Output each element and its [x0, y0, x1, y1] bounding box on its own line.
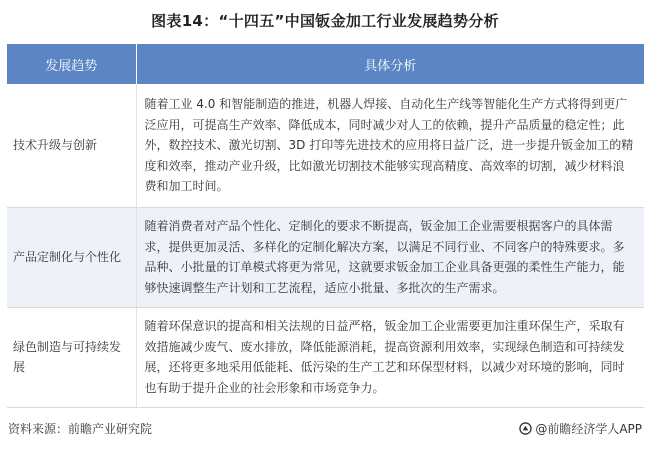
- trend-cell: 产品定制化与个性化: [7, 207, 136, 307]
- table-row: [7, 307, 644, 407]
- analysis-cell: 随着工业 4.0 和智能制造的推进，机器人焊接、自动化生产线等智能化生产方式将得到更广泛应用，可提高生产效率、降低成本，同时减少对人工的依赖，提升产品质量的稳定性；此外，数控技术、激光切割、3D 打印等先进技术的应用将日益广泛，进一步提升钣金加工的精度和效率，推动产业升级，比如激光切割技术能够实现高精度、高效率的切割，减少材料浪费和加工时间。: [136, 84, 644, 207]
- analysis-cell: 随着环保意识的提高和相关法规的日益严格，钣金加工企业需要更加注重环保生产，采取有效措施减少废气、废水排放，降低能源消耗，提高资源利用效率，实现绿色制造和可持续发展，还将更多地采用低能耗、低污染的生产工艺和环保型材料，以减少对环境的影响，同时也有助于提升企业的社会形象和市场竞争力。: [136, 307, 644, 407]
- brand-credit: [519, 420, 642, 437]
- source-note: 资料来源：前瞻产业研究院: [8, 422, 153, 436]
- analysis-cell: 随着消费者对产品个性化、定制化的要求不断提高，钣金加工企业需要根据客户的具体需求，提供更加灵活、多样化的定制化解决方案，以满足不同行业、不同客户的特殊要求。多品种、小批量的订单模式将更为常见，这就要求钣金加工企业具备更强的柔性生产能力，能够快速调整生产计划和工艺流程，适应小批量、多批次的生产需求。: [136, 207, 644, 307]
- trend-table: [7, 44, 644, 408]
- brand-text: @前瞻经济学人APP: [535, 422, 642, 436]
- brand-logo-icon: [519, 422, 532, 435]
- trend-cell: 技术升级与创新: [7, 84, 136, 207]
- table-row: [7, 207, 644, 307]
- trend-cell: 绿色制造与可持续发展: [7, 307, 136, 407]
- chart-title: 图表14：“十四五”中国钣金加工行业发展趋势分析: [151, 12, 499, 30]
- header-analysis: 具体分析: [136, 44, 644, 84]
- header-trend: 发展趋势: [7, 44, 136, 84]
- table-row: [7, 84, 644, 207]
- table-header-row: [7, 44, 644, 84]
